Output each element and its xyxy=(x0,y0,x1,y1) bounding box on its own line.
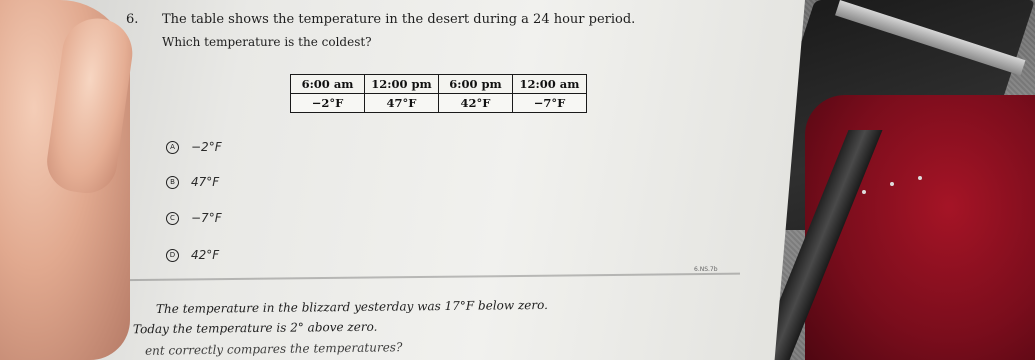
standard-code: 6.NS.7b xyxy=(694,266,718,273)
table-cell: −7°F xyxy=(513,94,587,113)
choice-b[interactable] xyxy=(166,175,219,189)
table-header-cell: 12:00 pm xyxy=(365,75,439,94)
table-header-cell: 6:00 am xyxy=(291,75,365,94)
table-cell: 47°F xyxy=(365,94,439,113)
question-7-line-3: ent correctly compares the temperatures? xyxy=(144,340,403,358)
question-6-number: 6. xyxy=(126,12,139,27)
choice-a[interactable] xyxy=(166,140,222,154)
table-cell: 42°F xyxy=(439,94,513,113)
choice-value: −2°F xyxy=(191,140,222,154)
question-7-line-2: Today the temperature is 2° above zero. xyxy=(132,319,378,337)
choice-value: 42°F xyxy=(191,248,220,262)
table-cell: −2°F xyxy=(291,94,365,113)
choice-value: 47°F xyxy=(191,175,220,189)
question-7-line-1: The temperature in the blizzard yesterday was 17°F below zero. xyxy=(155,297,548,317)
choice-bubble[interactable]: A xyxy=(166,141,179,154)
choice-d[interactable] xyxy=(166,248,219,262)
table-header-cell: 12:00 am xyxy=(513,75,587,94)
choice-c[interactable] xyxy=(166,211,222,225)
chair-bolt xyxy=(862,190,866,194)
question-6-prompt: Which temperature is the coldest? xyxy=(162,35,372,49)
choice-bubble[interactable]: C xyxy=(166,212,179,225)
choice-bubble[interactable]: B xyxy=(166,176,179,189)
chair-bolt xyxy=(918,176,922,180)
table-row xyxy=(291,94,587,113)
table-header-cell: 6:00 pm xyxy=(439,75,513,94)
choice-value: −7°F xyxy=(191,211,222,225)
temperature-table xyxy=(290,74,587,113)
table-header-row xyxy=(291,75,587,94)
question-6-text: The table shows the temperature in the desert during a 24 hour period. xyxy=(162,12,636,27)
chair-bolt xyxy=(890,182,894,186)
choice-bubble[interactable]: D xyxy=(166,249,179,262)
